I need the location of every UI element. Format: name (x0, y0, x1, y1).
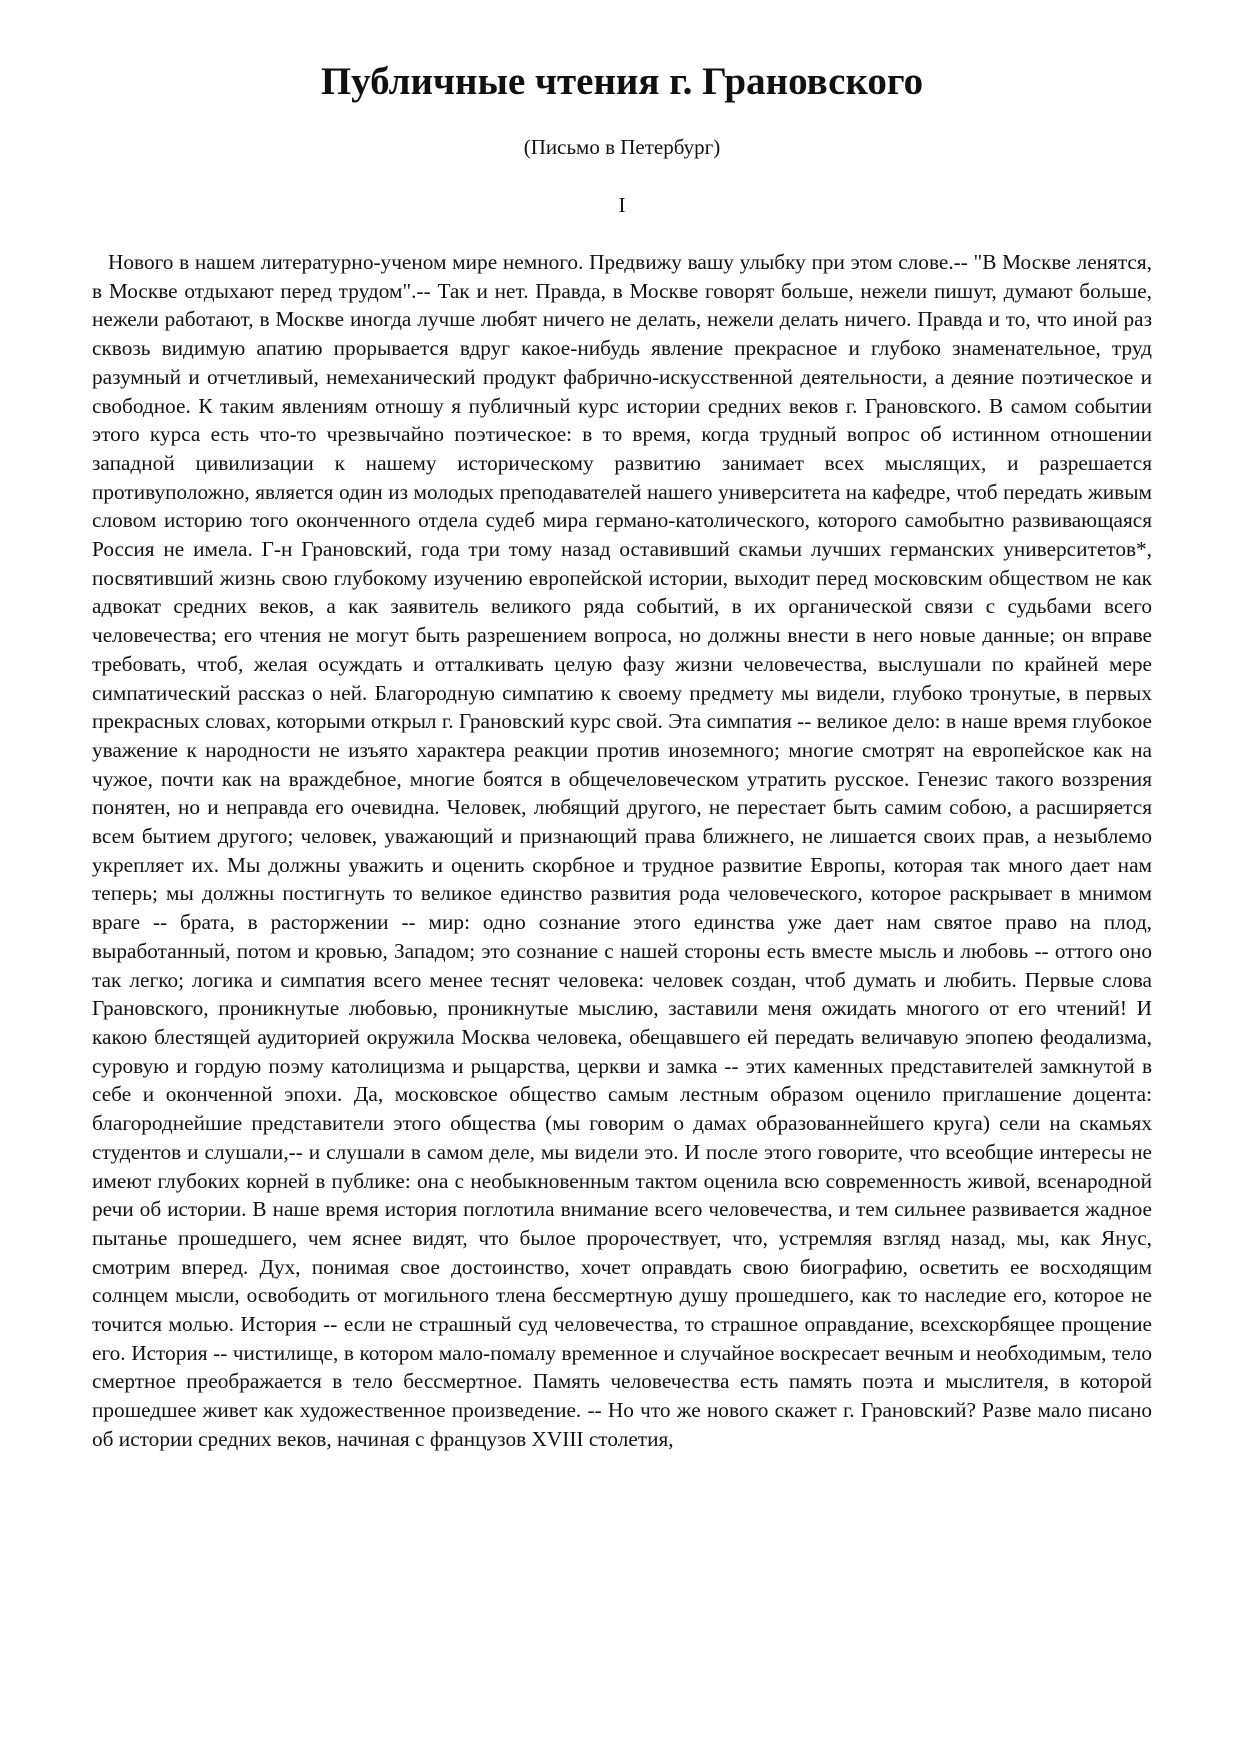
document-title: Публичные чтения г. Грановского (320, 60, 924, 103)
body-paragraph: Нового в нашем литературно-ученом мире немного. Предвижу вашу улыбку при этом слове.-- "В Москве ленятся, в Москве отдыхают перед трудом".-- Так и нет. Правда, в Москве говорят больше, нежели пишут, думают больше, нежели работают, в Москве иногда лучше любят ничего не делать, нежели делать ничего. Правда и то, что иной раз сквозь видимую апатию прорывается вдруг какое-нибудь явление прекрасное и глубоко знаменательное, труд разумный и отчетливый, немеханический продукт фабрично-искусственной деятельности, а деяние поэтическое и свободное. К таким явлениям отношу я публичный курс истории средних веков г. Грановского. В самом событии этого курса есть что-то чрезвычайно поэтическое: в то время, когда трудный вопрос об истинном отношении западной цивилизации к нашему историческому развитию занимает всех мыслящих, и разрешается противуположно, является один из молодых преподавателей нашего университета на кафедре, чтоб передать живым словом историю того оконченного отдела судеб мира германо-католического, которого самобытно развивающаяся Россия не имела. Г-н Грановский, года три тому назад оставивший скамьи лучших германских университетов*, посвятивший жизнь свою глубокому изучению европейской истории, выходит перед московским обществом не как адвокат средних веков, а как заявитель великого ряда событий, в их органической связи с судьбами всего человечества; его чтения не могут быть разрешением вопроса, но должны внести в него новые данные; он вправе требовать, чтоб, желая осуждать и отталкивать целую фазу жизни человечества, выслушали по крайней мере симпатический рассказ о ней. Благородную симпатию к своему предмету мы видели, глубоко тронутые, в первых прекрасных словах, которыми открыл г. Грановский курс свой. Эта симпатия -- великое дело: в наше время глубокое уважение к народности не изъято характера реакции против иноземного; многие смотрят на европейское как на чужое, почти как на враждебное, многие боятся в общечеловеческом утратить русское. Генезис такого воззрения понятен, но и неправда его очевидна. Человек, любящий другого, не перестает быть самим собою, а расширяется всем бытием другого; человек, уважающий и признающий права ближнего, не лишается своих прав, а незыблемо укрепляет их. Мы должны уважить и оценить скорбное и трудное развитие Европы, которая так много дает нам теперь; мы должны постигнуть то великое единство развития рода человеческого, которое раскрывает в мнимом враге -- брата, в расторжении -- мир: одно сознание этого единства уже дает нам святое право на плод, выработанный, потом и кровью, Западом; это сознание с нашей стороны есть вместе мысль и любовь -- оттого оно так легко; логика и симпатия всего менее теснят человека: человек создан, чтоб думать и любить. Первые слова Грановского, проникнутые любовью, проникнутые мыслию, заставили меня ожидать многого от его чтений! И какою блестящей аудиторией окружила Москва человека, обещавшего ей передать величавую эпопею феодализма, суровую и гордую поэму католицизма и рыцарства, церкви и замка -- этих каменных представителей замкнутой в себе и оконченной эпохи. Да, московское общество самым лестным образом оценило приглашение доцента: благороднейшие представители этого общества (мы говорим о дамах образованнейшего круга) сели на скамьях студентов и слушали,-- и слушали в самом деле, мы видели это. И после этого говорите, что всеобщие интересы не имеют глубоких корней в публике: она с необыкновенным тактом оценила всю современность живой, всенародной речи об истории. В наше время история поглотила внимание всего человечества, и тем сильнее развивается жадное пытанье прошедшего, чем яснее видят, что былое пророчествует, что, устремляя взгляд назад, мы, как Янус, смотрим вперед. Дух, понимая свое достоинство, хочет оправдать свою биографию, осветить ее восходящим солнцем мысли, освободить от могильного тлена бессмертную душу прошедшего, как то наследие его, которое не точится молью. История -- если не страшный суд человечества, то страшное оправдание, всехскорбящее прощение его. История -- чистилище, в котором мало-помалу временное и случайное воскресает вечным и необходимым, тело смертное преображается в тело бессмертное. Память человечества есть память поэта и мыслителя, в которой прошедшее живет как художественное произведение. -- Но что же нового скажет г. Грановский? Разве мало писано об истории средних веков, начиная с французов XVIII столетия, (92, 250, 1152, 1451)
document-subtitle: (Письмо в Петербург) (523, 135, 721, 159)
section-number: I (618, 193, 626, 217)
